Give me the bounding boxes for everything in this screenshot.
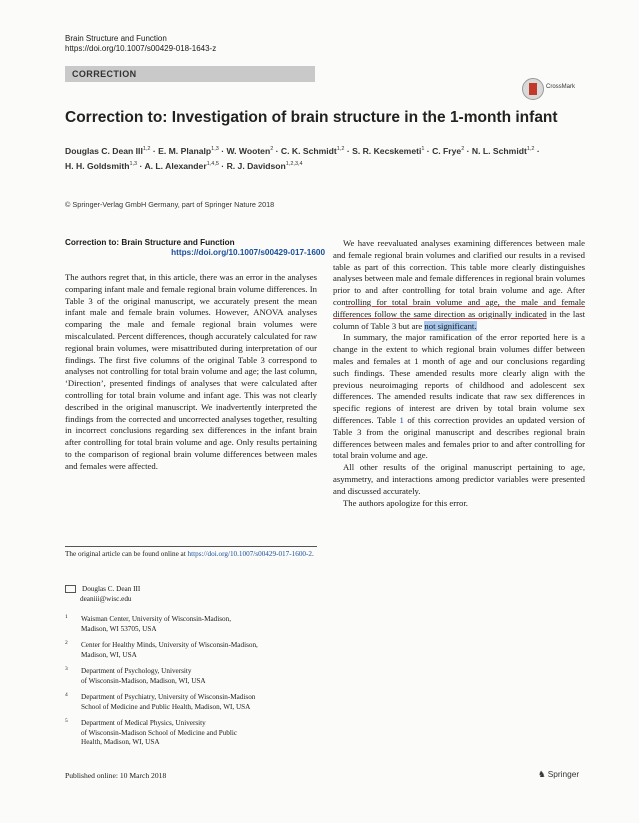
author: A. L. Alexander$^{1,4,5}$	[144, 160, 219, 171]
correction-label: Correction to: Brain Structure and Function	[65, 238, 235, 247]
selected-text[interactable]: not significant.	[424, 320, 477, 331]
body-paragraph: All other results of the original manuscript pertaining to age, asymmetry, and interactions among predictor variables were presented and discussed accurately.	[333, 462, 585, 496]
author: E. M. Planalp$^{1,3}$	[158, 145, 219, 156]
crossmark-badge[interactable]	[522, 78, 586, 100]
author: H. H. Goldsmith$^{1,3}$	[65, 160, 138, 171]
crossmark-label: CrossMark	[546, 84, 576, 90]
author: C. Frye$^2$	[432, 145, 465, 156]
author: R. J. Davidson$^{1,2,3,4}$	[226, 160, 303, 171]
affiliation: 5 Department of Medical Physics, University of Wisconsin-Madison School of Medicine and Public Health, Madison, WI, USA	[65, 718, 238, 746]
journal-name: Brain Structure and Function	[65, 34, 167, 43]
published-date: Published online: 10 March 2018	[65, 771, 167, 780]
original-article-note: The original article can be found online at https://doi.org/10.1007/s00429-017-1600-2.	[65, 550, 314, 558]
contact-email[interactable]: deaniii@wisc.edu	[80, 594, 132, 603]
right-column-body	[333, 238, 585, 509]
author: S. R. Kecskemeti$^1$	[352, 145, 425, 156]
body-paragraph: The authors apologize for this error.	[343, 497, 468, 508]
correction-doi-link[interactable]: https://doi.org/10.1007/s00429-017-1600	[171, 248, 325, 257]
affiliation: 2 Center for Healthy Minds, University of Wisconsin-Madison, Madison, WI, USA	[65, 640, 258, 659]
contact-name: Douglas C. Dean III	[82, 585, 141, 593]
author: C. K. Schmidt$^{1,2}$	[280, 145, 345, 156]
author: Douglas C. Dean III$^{1,2}$	[65, 145, 151, 156]
affiliation: 3 Department of Psychology, University of Wisconsin-Madison, Madison, WI, USA	[65, 666, 206, 685]
publisher-name: Springer	[547, 769, 580, 779]
original-article-link[interactable]: https://doi.org/10.1007/s00429-017-1600-2	[187, 550, 312, 558]
footnote-divider	[65, 546, 317, 547]
correction-reference	[65, 238, 325, 258]
author: W. Wooten$^2$	[226, 145, 274, 156]
affiliation: 1 Waisman Center, University of Wisconsin-Madison, Madison, WI 53705, USA	[65, 614, 232, 633]
body-paragraph: The authors regret that, in this article, there was an error in the analyses comparing infant male and female regional brain volume differences. In Table 3 of the original manuscript, we accurately present the mean infant male and female brain volumes. However, ANOVA analyses comparing the male and female regional brain volumes were miscalculated. Percent differences, though accurately calculated for raw regional brain volumes, were misattributed during interpretation of our findings. The first five columns of the original Table 3 correspond to analyses not controlling for total brain volume and age; the last column, ‘Direction’, presented findings of analyses that were calculated after controlling for total brain volume and infant age. This was not clearly described in the original manuscript. We inadvertently interpreted the findings from the corrected and uncorrected analyses together, resulting in incorrect conclusions regarding sex differences in the infant brain after controlling for total brain volume and age. Only results pertaining to the comparison of regional brain volume differences between males and females were affected.	[65, 272, 317, 471]
copyright-notice: © Springer-Verlag GmbH Germany, part of Springer Nature 2018	[65, 200, 275, 209]
article-doi[interactable]: https://doi.org/10.1007/s00429-018-1643-z	[65, 44, 217, 53]
article-title: Correction to: Investigation of brain structure in the 1-month infant	[65, 109, 558, 126]
annotated-text: trolling for total brain volume and age, the male and female differences follow the same direction as originally indicated	[333, 296, 585, 319]
table-reference-link[interactable]: 1	[399, 414, 404, 425]
envelope-icon	[65, 585, 76, 593]
author-list: Douglas C. Dean III$^{1,2}$ · E. M. Planalp$^{1,3}$ · W. Wooten$^2$ · C. K. Schmidt$^{1,2}$ · S. R. Kecskemeti$^1$ · C. Frye$^2$ · N. L. Schmidt$^{1,2}$ · H. H. Goldsmith$^{1,3}$ · A. L. Alexander$^{1,4,5}$ · R. J. Davidson$^{1,2,3,4}$	[65, 145, 540, 171]
author: N. L. Schmidt$^{1,2}$	[471, 145, 535, 156]
publisher-logo	[538, 769, 579, 779]
corresponding-author	[65, 585, 317, 604]
springer-horse-icon: ♞	[538, 769, 546, 779]
body-paragraph: In summary, the major ramification of the error reported here is a change in the extent to which regional brain volumes differ between males and females at 1 month of age and our conclusions regarding such findings. These amended results more clearly align with the previous neuroimaging reports of childhood and adolescent sex differences. The amended results indicate that raw sex differences in specific regions of interest are driven by total brain volume sex differences. Table 1 of this correction provides an updated version of Table 3 from the original manuscript and describes regional brain differences between males and females prior to and after controlling for total brain volume and age.	[333, 332, 585, 461]
section-label: CORRECTION	[65, 66, 315, 82]
affiliation: 4 Department of Psychiatry, University of Wisconsin-Madison School of Medicine and Public Health, Madison, WI, USA	[65, 692, 256, 711]
journal-header	[65, 34, 216, 54]
body-paragraph: We have reevaluated analyses examining differences between male and female regional brain volumes and clarified our results in a revised table as part of this correction. This table more clearly distinguishes analyses between male and female differences in regional brain volumes prior to and after controlling for total brain volume and age. After controlling for total brain volume and age, the male and female differences follow the same direction as originally indicated in the last column of Table 3 but are not significant.	[333, 238, 585, 331]
crossmark-icon	[522, 78, 544, 100]
left-column-body	[65, 272, 317, 473]
